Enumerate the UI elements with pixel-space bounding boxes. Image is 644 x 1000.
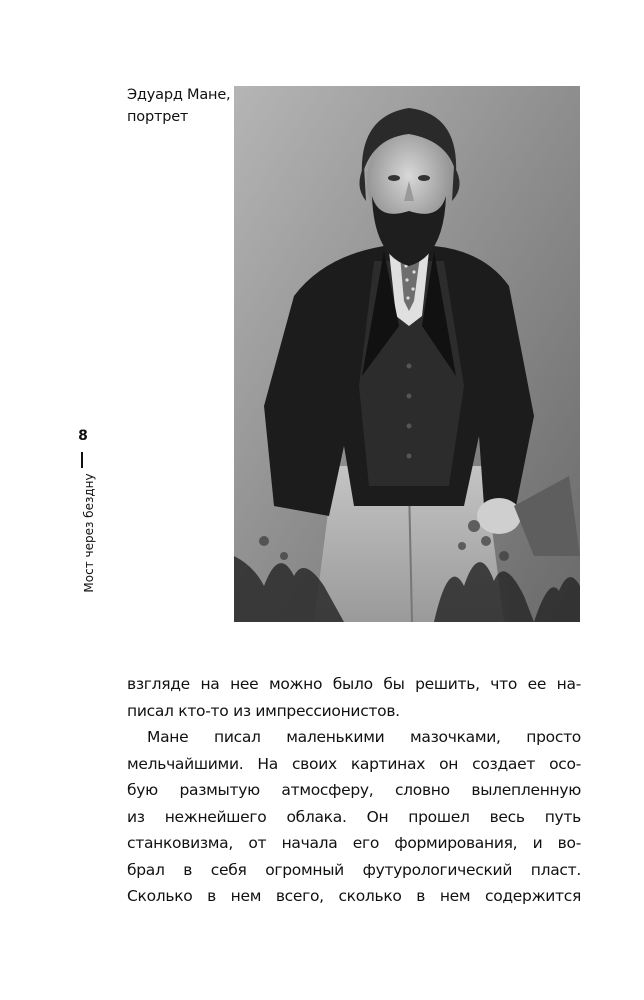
text-line: бую размытую атмосферу, словно вылепленную xyxy=(127,781,581,799)
text-line: Мане писал маленькими мазочками, просто xyxy=(147,728,581,746)
caption-line-2: портрет xyxy=(127,109,189,125)
text-line: писал кто-то из импрессионистов. xyxy=(127,701,400,720)
page-number: 8 xyxy=(78,428,88,444)
text-line: Сколько в нем всего, сколько в нем содержится xyxy=(127,887,581,905)
image-caption xyxy=(127,84,237,128)
caption-line-1: Эдуард Мане, xyxy=(127,87,231,103)
portrait-illustration xyxy=(234,86,580,622)
running-title: Мост через бездну xyxy=(82,473,96,593)
body-text xyxy=(127,671,581,910)
portrait-photo xyxy=(234,86,580,622)
text-line: брал в себя огромный футурологический пласт. xyxy=(127,860,581,879)
text-line: станковизма, от начала его формирования, и во- xyxy=(127,834,581,852)
text-line: мельчайшими. На своих картинах он создает осо- xyxy=(127,754,581,773)
text-line: из нежнейшего облака. Он прошел весь путь xyxy=(127,807,581,826)
text-line: взгляде на нее можно было бы решить, что ее на- xyxy=(127,675,581,693)
spine-divider xyxy=(81,452,83,468)
